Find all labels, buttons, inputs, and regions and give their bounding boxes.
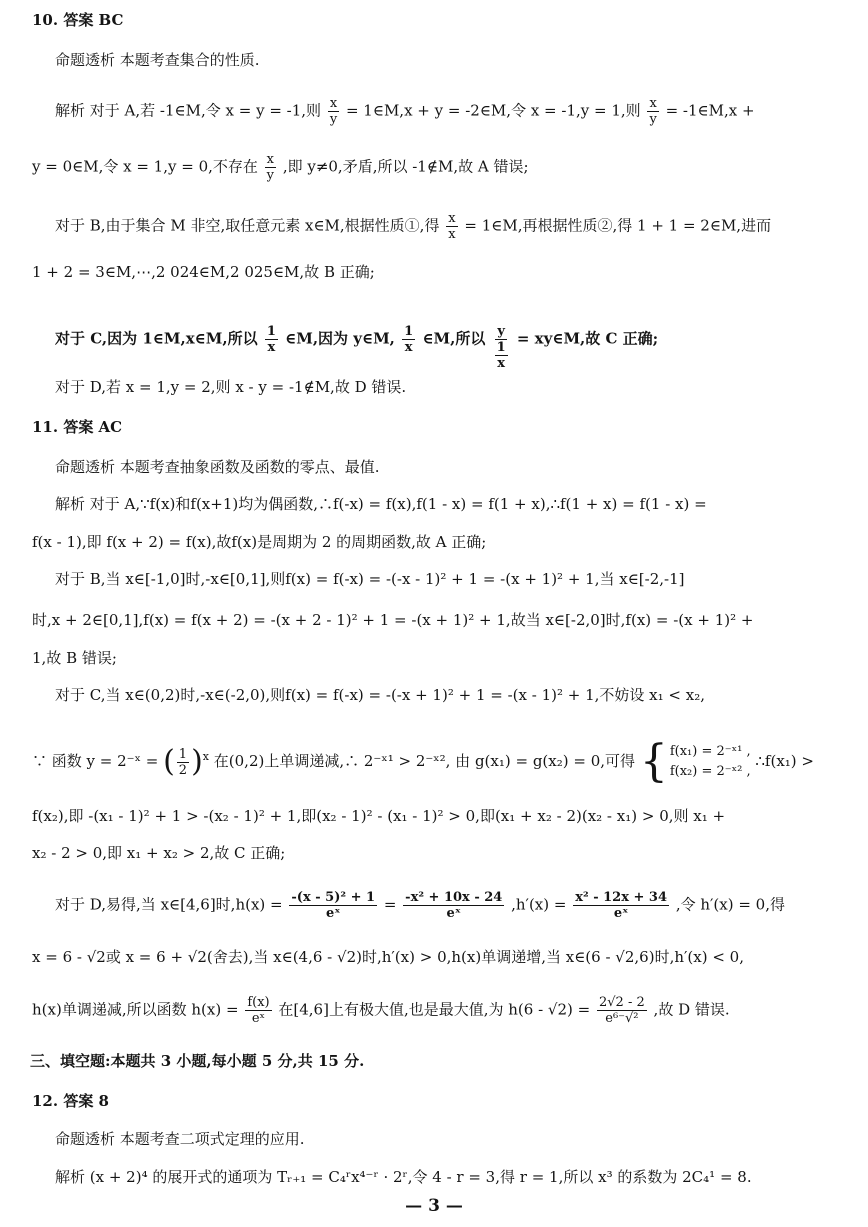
q11-analysis-line-5: 1,故 B 错误; <box>32 649 117 667</box>
q11-answer-heading: 11. 答案 AC <box>32 418 123 436</box>
q11-analysis-line-9: x₂ - 2 > 0,即 x₁ + x₂ > 2,故 C 正确; <box>32 844 286 862</box>
q10-intent: 命题透析 本题考查集合的性质. <box>55 51 260 69</box>
q11-analysis-line-4: 时,x + 2∈[0,1],f(x) = f(x + 2) = -(x + 2 - 1)² + 1 = -(x + 1)² + 1,故当 x∈[-2,0]时,f(x) = -(x + 1)² + <box>32 611 754 629</box>
q10-analysis-line-1: 解析 对于 A,若 -1∈M,令 x = y = -1,则 $\frac{x}{y}$ = 1∈M,x + y = -2∈M,令 x = -1,y = 1,则 $\frac{x}{y}$ = -1∈M,x + <box>55 96 755 127</box>
fraction: $\frac{2√2 - 2}{\text{e⁶⁻√²}}$ <box>599 995 645 1026</box>
fraction: $\frac{\text{-(x - 5)² + 1}}{\text{eˣ}}$ <box>291 890 376 921</box>
q10-analysis-line-2: y = 0∈M,令 x = 1,y = 0,不存在 $\frac{x}{y}$ ,即 y≠0,矛盾,所以 -1∉M,故 A 错误; <box>32 152 529 183</box>
q10-answer-heading: 10. 答案 BC <box>32 11 124 29</box>
q10-analysis-line-3: 对于 B,由于集合 M 非空,取任意元素 x∈M,根据性质①,得 $\frac{x}{x}$ = 1∈M,再根据性质②,得 1 + 1 = 2∈M,进而 <box>55 211 772 242</box>
section-heading-fill-in: 三、填空题:本题共 3 小题,每小题 5 分,共 15 分. <box>30 1052 365 1070</box>
fraction: $\frac{1}{x}$ <box>404 324 414 355</box>
q11-analysis-line-11: x = 6 - √2或 x = 6 + √2(舍去),当 x∈(4,6 - √2)时,h′(x) > 0,h(x)单调递增,当 x∈(6 - √2,6)时,h′(x) < 0, <box>32 948 744 966</box>
fraction: $\frac{x}{y}$ <box>266 152 275 183</box>
fraction: $\frac{1}{x}$ <box>266 324 276 355</box>
q12-intent: 命题透析 本题考查二项式定理的应用. <box>55 1130 305 1148</box>
q10-analysis-line-5: 对于 C,因为 1∈M,x∈M,所以 $\frac{1}{x}$ ∈M,因为 y∈M, $\frac{1}{x}$ ∈M,所以 y 1 x = xy∈M,故 C 正确; <box>55 324 659 371</box>
q10-analysis-line-6: 对于 D,若 x = 1,y = 2,则 x - y = -1∉M,故 D 错误. <box>55 378 407 396</box>
page-number: — 3 — <box>405 1196 463 1216</box>
q10-analysis-line-4: 1 + 2 = 3∈M,⋯,2 024∈M,2 025∈M,故 B 正确; <box>32 263 375 281</box>
q11-analysis-line-2: f(x - 1),即 f(x + 2) = f(x),故f(x)是周期为 2 的周期函数,故 A 正确; <box>32 533 487 551</box>
fraction: $\frac{1}{2}$ <box>178 746 188 778</box>
q11-analysis-line-1: 解析 对于 A,∵f(x)和f(x+1)均为偶函数,∴f(-x) = f(x),f(1 - x) = f(1 + x),∴f(1 + x) = f(1 - x) = <box>55 495 707 513</box>
q11-analysis-line-7: ∵ 函数 y = 2⁻ˣ = ( $\frac{1}{2}$ )$^x$ 在(0,2)上单调递减,∴ 2⁻ˣ¹ > 2⁻ˣ², 由 g(x₁) = g(x₂) = 0,可得 { f(x₁) = 2⁻ˣ¹ , f(x₂) = 2⁻ˣ² , ∴f(x₁) > <box>32 736 814 787</box>
fraction: $\frac{\text{-x² + 10x - 24}}{\text{eˣ}}$ <box>405 890 503 921</box>
q11-analysis-line-10: 对于 D,易得,当 x∈[4,6]时,h(x) = $\frac{\text{-(x - 5)² + 1}}{\text{eˣ}}$ = $\frac{\text{-x² + 10x - 24}}{\text{eˣ}}$ ,h′(x) = $\frac{\text{x² - 12x + 34}}{\text{eˣ}}$ ,令 h′(x) = 0,得 <box>55 890 785 921</box>
fraction: $\frac{\text{x² - 12x + 34}}{\text{eˣ}}$ <box>575 890 668 921</box>
fraction: $\frac{f(x)}{\text{eˣ}}$ <box>247 995 270 1026</box>
compound-fraction: y 1 x <box>496 324 506 371</box>
q11-analysis-line-3: 对于 B,当 x∈[-1,0]时,-x∈[0,1],则f(x) = f(-x) = -(-x - 1)² + 1 = -(x + 1)² + 1,当 x∈[-2,-1] <box>55 570 685 588</box>
q11-analysis-line-8: f(x₂),即 -(x₁ - 1)² + 1 > -(x₂ - 1)² + 1,即(x₂ - 1)² - (x₁ - 1)² > 0,即(x₁ + x₂ - 2)(x₂ - x₁) > 0,则 x₁ + <box>32 807 726 825</box>
case-system: { f(x₁) = 2⁻ˣ¹ , f(x₂) = 2⁻ˣ² , <box>639 736 751 787</box>
q12-analysis-line-1: 解析 (x + 2)⁴ 的展开式的通项为 Tᵣ₊₁ = C₄ʳx⁴⁻ʳ · 2ʳ,令 4 - r = 3,得 r = 1,所以 x³ 的系数为 2C₄¹ = 8. <box>55 1168 752 1186</box>
q11-intent: 命题透析 本题考查抽象函数及函数的零点、最值. <box>55 458 380 476</box>
q11-analysis-line-6: 对于 C,当 x∈(0,2)时,-x∈(-2,0),则f(x) = f(-x) = -(-x + 1)² + 1 = -(x - 1)² + 1,不妨设 x₁ < x₂, <box>55 686 705 704</box>
q11-analysis-line-12: h(x)单调递减,所以函数 h(x) = $\frac{f(x)}{\text{eˣ}}$ 在[4,6]上有极大值,也是最大值,为 h(6 - √2) = $\frac{2√2 - 2}{\text{e⁶⁻√²}}$ ,故 D 错误. <box>32 995 730 1026</box>
fraction: $\frac{x}{x}$ <box>448 211 456 242</box>
fraction: $\frac{x}{y}$ <box>329 96 338 127</box>
q12-answer-heading: 12. 答案 8 <box>32 1092 109 1110</box>
fraction: $\frac{x}{y}$ <box>649 96 657 127</box>
